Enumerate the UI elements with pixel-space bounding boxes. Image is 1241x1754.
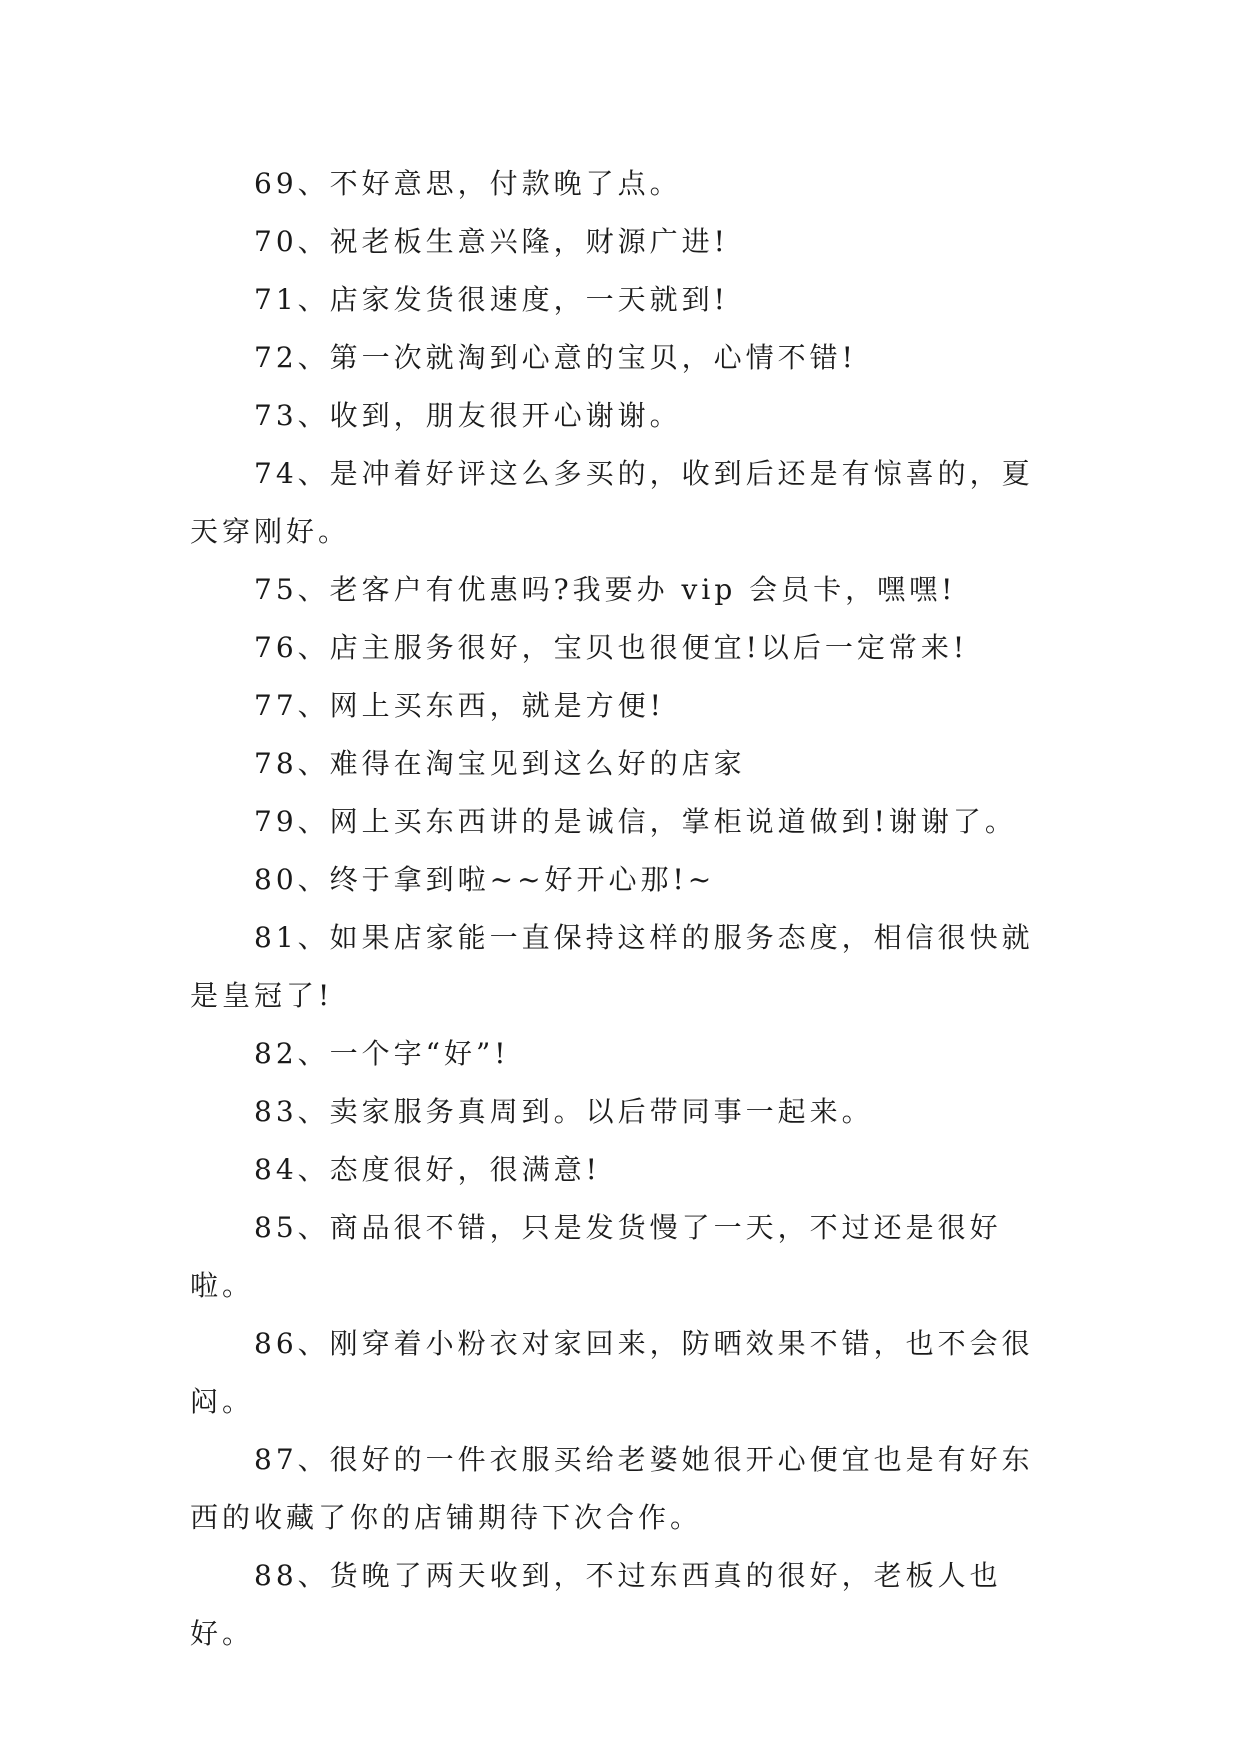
paragraph-77: 77、网上买东西，就是方便!: [254, 689, 665, 722]
paragraph-82: 82、一个字“好”!: [254, 1037, 510, 1070]
paragraph-85: 85、商品很不错，只是发货慢了一天，不过还是很好啦。: [190, 1211, 1002, 1302]
paragraph-71: 71、店家发货很速度，一天就到!: [254, 283, 729, 316]
document-body: [190, 155, 1060, 1663]
paragraph-86: 86、刚穿着小粉衣对家回来，防晒效果不错，也不会很闷。: [190, 1327, 1034, 1418]
paragraph-74: 74、是冲着好评这么多买的，收到后还是有惊喜的，夏天穿刚好。: [190, 457, 1034, 548]
paragraph-76: 76、店主服务很好，宝贝也很便宜!以后一定常来!: [254, 631, 969, 664]
paragraph-87: 87、很好的一件衣服买给老婆她很开心便宜也是有好东西的收藏了你的店铺期待下次合作。: [190, 1443, 1034, 1534]
paragraph-80: 80、终于拿到啦~~好开心那!~: [254, 863, 716, 896]
paragraph-72: 72、第一次就淘到心意的宝贝，心情不错!: [254, 341, 857, 374]
paragraph-69: 69、不好意思，付款晚了点。: [254, 167, 682, 200]
paragraph-83: 83、卖家服务真周到。以后带同事一起来。: [254, 1095, 874, 1128]
paragraph-75: 75、老客户有优惠吗?我要办 vip 会员卡，嘿嘿!: [254, 573, 957, 606]
paragraph-81: 81、如果店家能一直保持这样的服务态度，相信很快就是皇冠了!: [190, 921, 1034, 1012]
paragraph-84: 84、态度很好，很满意!: [254, 1153, 601, 1186]
paragraph-79: 79、网上买东西讲的是诚信，掌柜说道做到!谢谢了。: [254, 805, 1017, 838]
paragraph-88: 88、货晚了两天收到，不过东西真的很好，老板人也好。: [190, 1559, 1002, 1650]
paragraph-73: 73、收到，朋友很开心谢谢。: [254, 399, 682, 432]
paragraph-78: 78、难得在淘宝见到这么好的店家: [254, 747, 746, 780]
paragraph-70: 70、祝老板生意兴隆，财源广进!: [254, 225, 729, 258]
